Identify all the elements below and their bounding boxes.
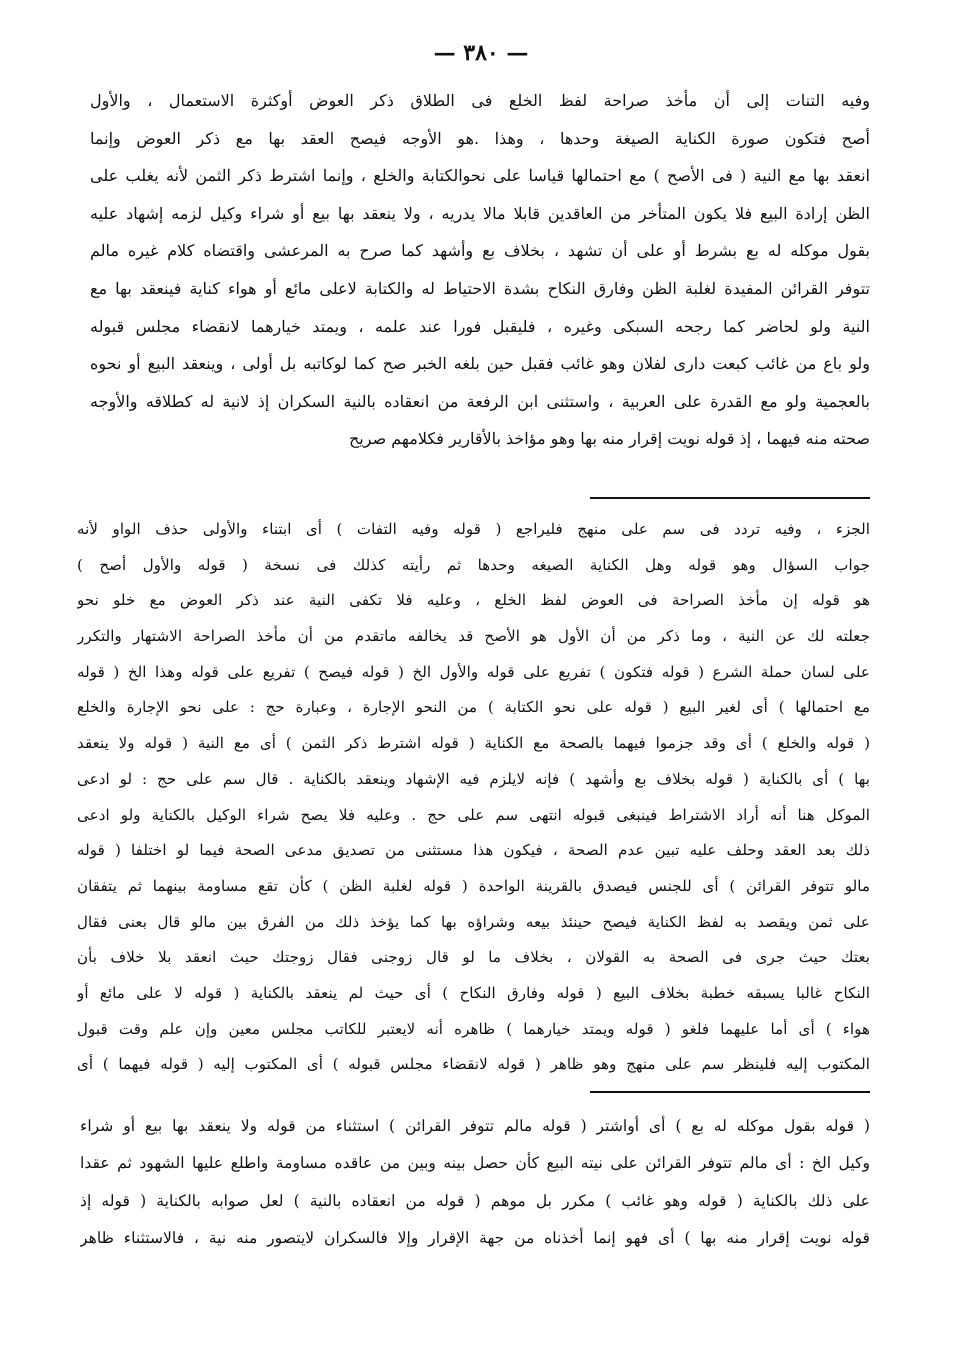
commentary-1 [77, 512, 870, 1083]
main-text [90, 82, 870, 458]
text-line: بقول موكله له بع بشرط أو على أن تشهد ، بخلاف بع وأشهد كما صرح به المرعشى واقتضاه كلام غيره مالم [90, 241, 870, 261]
commentary-2 [80, 1108, 870, 1258]
text-line: تتوفر القرائن المفيدة لغلبة الظن وفارق النكاح بشدة الاحتياط له والكتابة لاعلى مائع أو هواء كناية فينعقد بها مع [90, 278, 870, 298]
text-line: وكيل الخ : أى مالم تتوفر القرائن على نيته البيع كأن حصل بينه وبين من عاقده مساومة واطلع عليها الشهود ثم عقدا [80, 1154, 870, 1173]
text-line: جواب السؤال وهو قوله وهل الكناية الصيغه وحدها ثم رأيته كذلك فى نسخة ( قوله والأول أصح ) [77, 555, 870, 574]
text-line: انعقد بها مع النية ( فى الأصح ) مع احتمالها قياسا على نحوالكتابة والخلع ، وإنما اشترط ذكر الثمن لأنه يغلب على [90, 166, 870, 186]
text-line: جعلته لك عن النية ، وما ذكر من أن الأول هو الأصح قد يخالفه ماتقدم من أن مأخذ الصراحة الاشتهار والتكرر [77, 627, 870, 646]
text-line: هواء ) أى أما عليهما فلغو ( قوله ويمتد خيارهما ) ظاهره أنه لايعتبر للكاتب مجلس معين وإن علم وقت قبول [77, 1019, 870, 1038]
text-line: بها ) أى بالكناية ( قوله بخلاف بع وأشهد ) فإنه لايلزم فيه الإشهاد وينعقد بالكناية . قال سم على حج : لو ادعى [77, 769, 870, 788]
text-line: قوله نويت إقرار منه بها ) أى فهو إنما أخذناه من جهة الإقرار وإلا فالسكران لايتصور منه نية ، فالاستثناء ظاهر [80, 1229, 870, 1248]
text-line: الظن إرادة البيع فلا يكون المتأخر من العاقدين قابلا مالا يدريه ، ولا ينعقد بها بيع أو شراء وكيل لزمه إشهاد عليه [90, 203, 870, 223]
text-line: مع احتمالها ) أى لغير البيع ( قوله على نحو الكتابة ) من النحو الإجارة ، وعبارة حج : على نحو الإجارة والخلع [77, 698, 870, 717]
text-line: ذلك بعد العقد وحلف عليه تبين عدم الصحة ، فيكون هذا مستثنى من تصديق مدعى الصحة فيما لو اختلفا ( قوله [77, 841, 870, 860]
text-line: صحته منه فيهما ، إذ قوله نويت إقرار منه بها وهو مؤاخذ بالأقارير فكلامهم صريح [348, 429, 870, 449]
text-line: على لسان حملة الشرع ( قوله فتكون ) تفريع على قوله والأول الخ ( قوله فيصح ) تفريع على قوله وهذا الخ ( قوله [77, 662, 870, 681]
text-line: الجزء ، وفيه تردد فى سم على منهج فليراجع ( قوله وفيه التفات ) أى ابتناء والأولى حذف الواو لأنه [77, 520, 870, 538]
page-number: — ٣٨٠ — [433, 40, 529, 66]
text-line: على ذلك بالكناية ( قوله وهو غائب ) مكرر بل موهم ( قوله من انعقاده بالنية ) لعل صوابه بالكناية ( قوله إذ [80, 1191, 870, 1210]
text-line: النية ولو لحاضر كما رجحه السبكى وغيره ، فليقبل فورا عند علمه ، ويمتد خيارهما لانقضاء مجلس قبوله [90, 316, 870, 336]
text-line: ( قوله والخلع ) أى وقد جزموا فيهما بالصحة مع الكناية ( قوله اشترط ذكر الثمن ) أى مع النية ( قوله ولا ينعقد [77, 734, 870, 753]
text-line: ( قوله بقول موكله له بع ) أى أواشتر ( قوله مالم تتوفر القرائن ) استثناء من قوله ولا ينعقد بها بيع أو شراء [80, 1117, 870, 1135]
text-line: على ثمن ويقصد به لفظ الكناية فيصح حينئذ بيعه وشراؤه بها كما يؤخذ ذلك من الفرق بين مالو قال بعنى فقال [77, 912, 870, 931]
text-line: مالو تتوفر القرائن ) أى للجنس فيصدق بالقرينة الواحدة ( قوله لغلبة الظن ) كأن تقع مساومة بينهما ثم يتفقان [77, 876, 870, 895]
text-line: النكاح غالبا يسبقه خطبة بخلاف البيع ( قوله وفارق النكاح ) أى حيث لم ينعقد بالكناية ( قوله لا على مائع أو [77, 983, 870, 1002]
footnote-separator-1 [590, 497, 870, 499]
footnote-separator-2 [590, 1091, 870, 1093]
text-line: أصح فتكون صورة الكناية الصيغة وحدها ، وهذا .هو الأوجه فيصح العقد بها مع ذكر العوض وإنما [90, 128, 870, 148]
text-line: الموكل هنا أنه أراد الاشتراط فينبغى قبوله انتهى سم على حج . وعليه فلا يصح شراء الوكيل بالكناية ولو ادعى [77, 805, 870, 824]
text-line: المكتوب إليه فلينظر سم على منهج وهو ظاهر ( قوله لانقضاء مجلس قبوله ) أى المكتوب إليه ( قوله فيهما ) أى [77, 1055, 870, 1074]
text-line: ولو باع من غائب كبعت دارى لفلان وهو غائب فقبل حين بلغه الخبر صح كما لوكاتبه بل أولى ، وينعقد البيع أو نحوه [90, 354, 870, 374]
text-line: وفيه التنات إلى أن مأخذ صراحة لفظ الخلع فى الطلاق ذكر العوض أوكثرة الاستعمال ، والأول [90, 91, 870, 110]
text-line: بعتك حيث جرى فى الصحة به القولان ، بخلاف ما لو قال زوجنى فقال زوجتك حيث انعقد بلا خلاف بأن [77, 948, 870, 967]
text-line: هو قوله إن مأخذ الصراحة فى العوض لفظ الخلع ، وعليه فلا تكفى النية عند ذكر العوض مع خلو نحو [77, 591, 870, 610]
text-line: بالعجمية ولو مع القدرة على العربية ، واستثنى ابن الرفعة من انعقاده بالنية السكران إذ لانية له كطلاقه والأوجه [90, 391, 870, 411]
